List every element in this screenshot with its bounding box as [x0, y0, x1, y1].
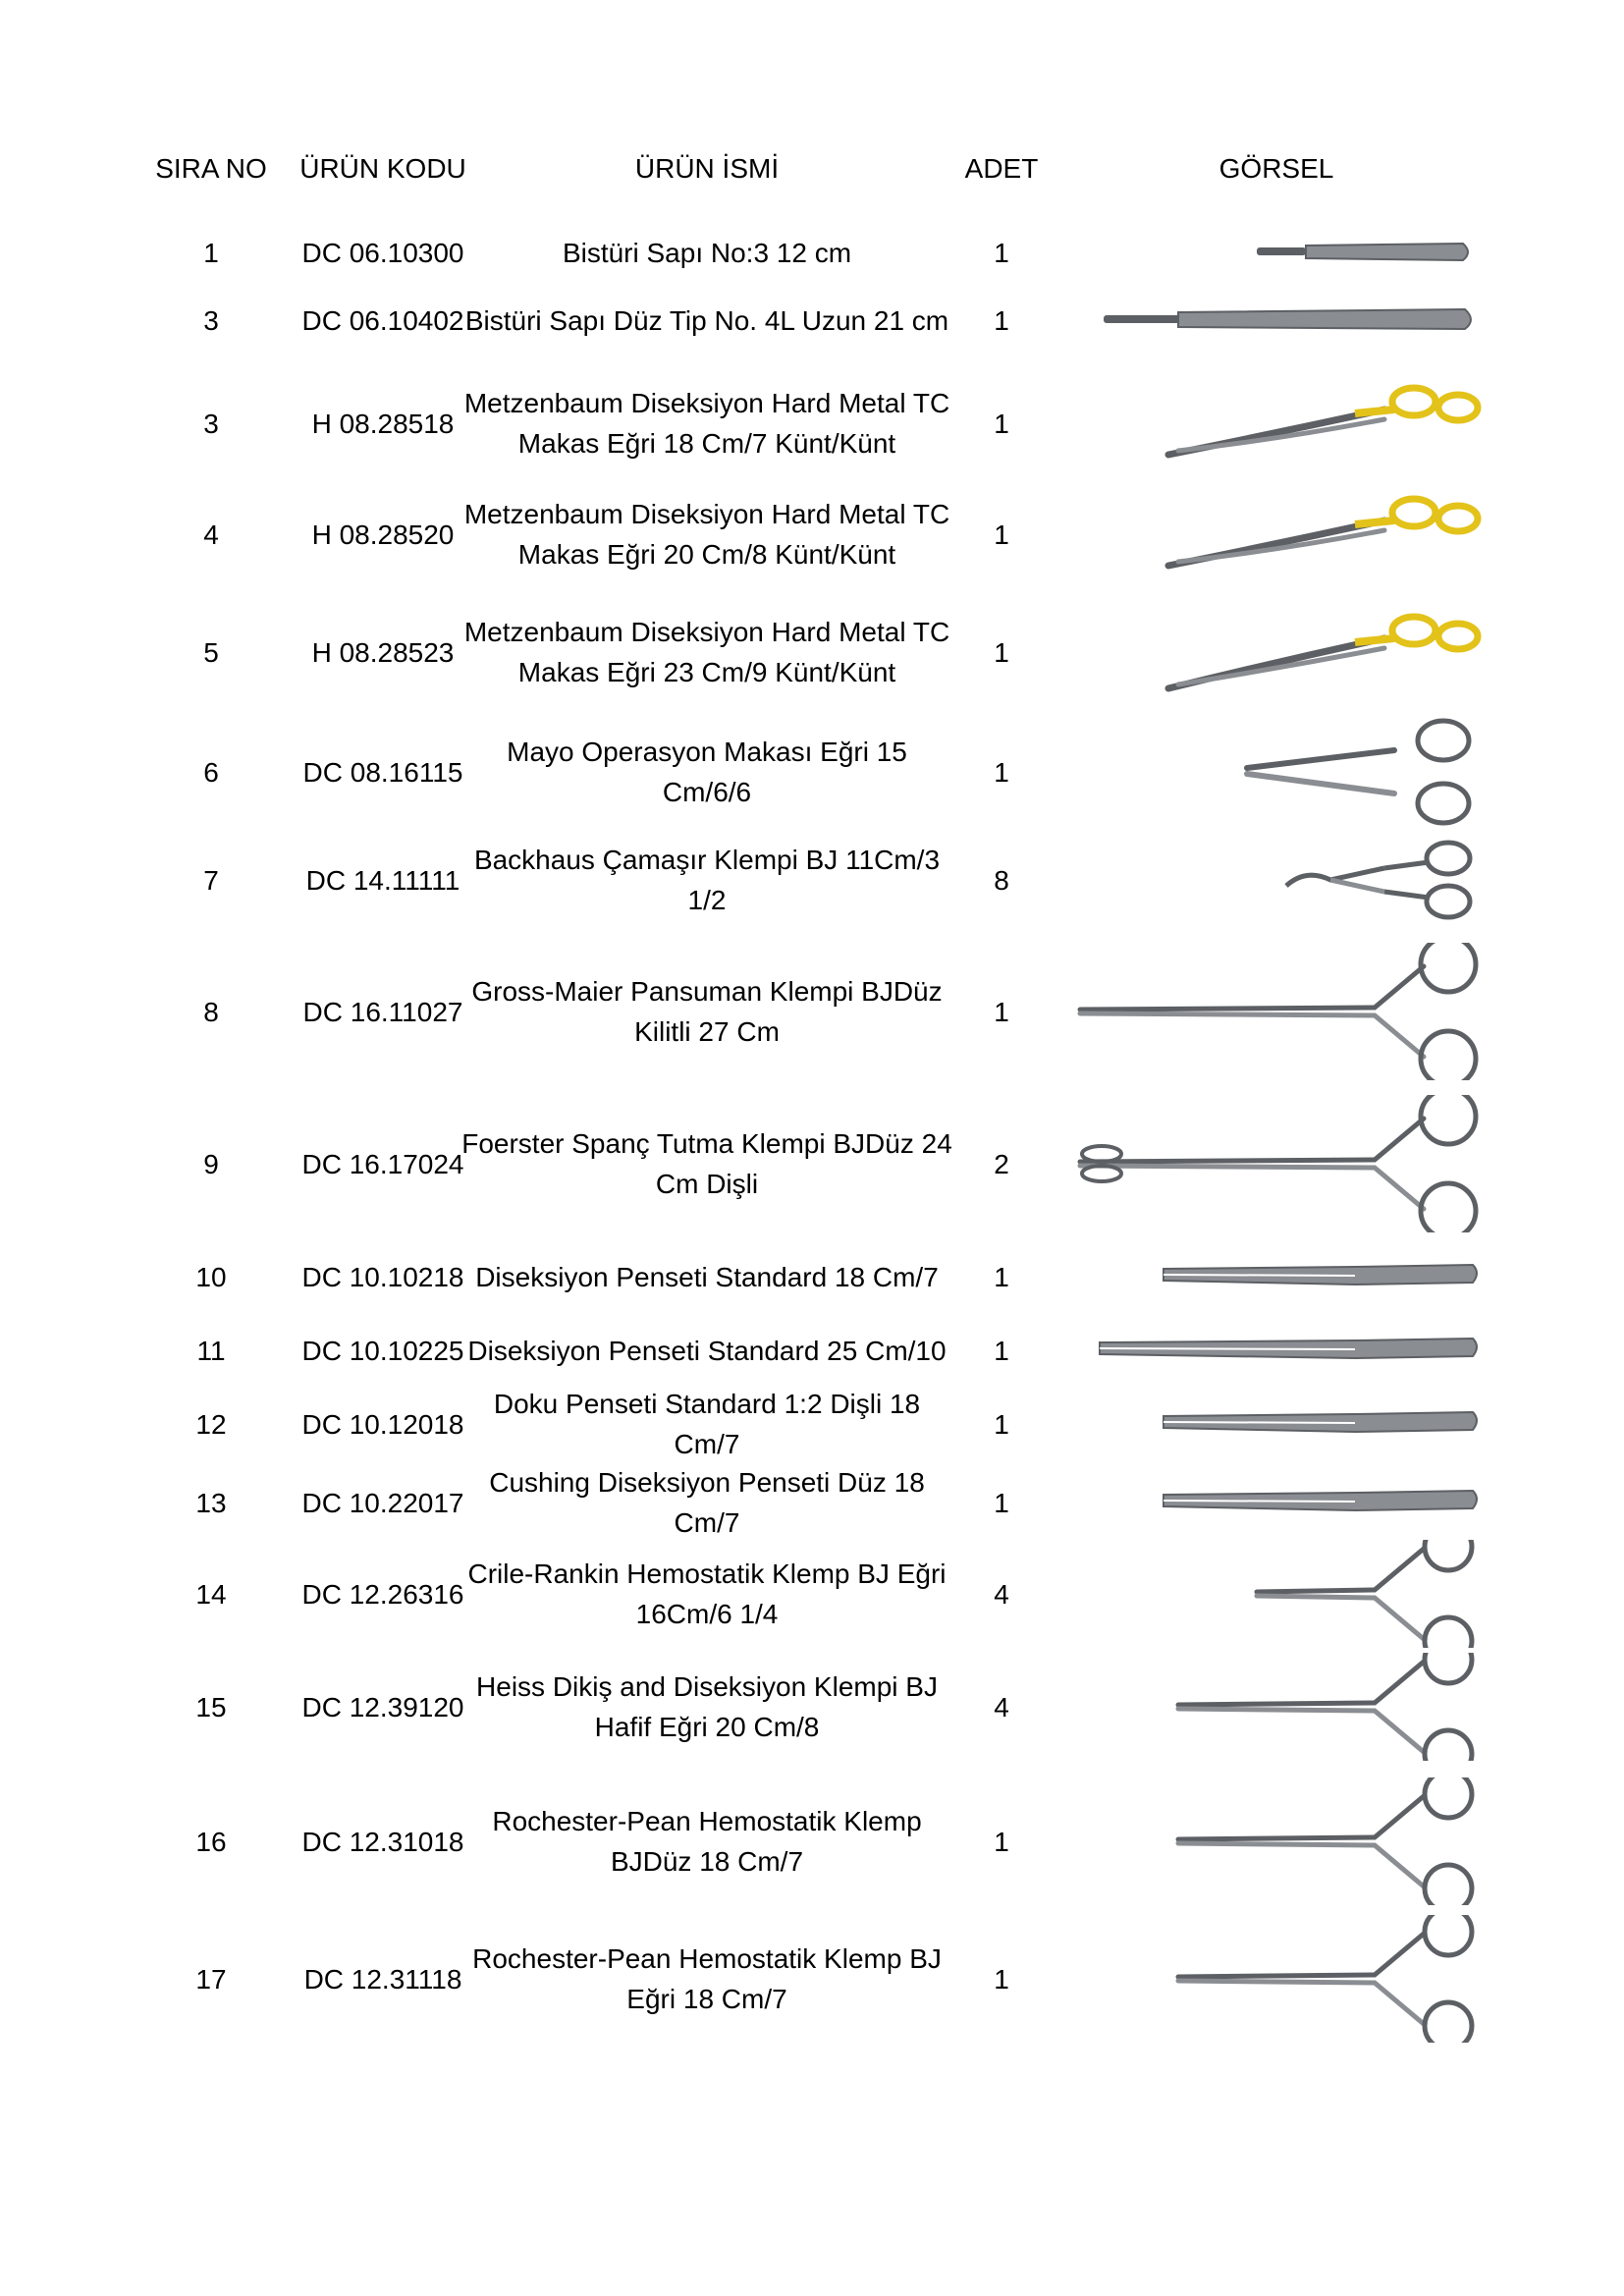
table-row: [0, 1316, 1624, 1385]
product-qty: 4: [994, 1691, 1009, 1722]
product-qty: 1: [994, 237, 1009, 268]
product-name: Diseksiyon Penseti Standard 18 Cm/7: [475, 1261, 939, 1292]
product-code: H 08.28520: [311, 519, 455, 550]
product-qty: 1: [994, 519, 1009, 550]
header-code: ÜRÜN KODU: [299, 153, 466, 184]
product-code: DC 14.11111: [305, 864, 460, 896]
product-code: DC 10.12018: [301, 1408, 464, 1440]
product-code: DC 06.10402: [301, 304, 464, 336]
row-no: 7: [203, 864, 219, 896]
table-row: [0, 374, 1624, 472]
product-code: DC 10.10218: [301, 1261, 464, 1292]
gold-scissors-icon: [1060, 485, 1492, 583]
product-name: Rochester-Pean Hemostatik Klemp BJ Eğri 18 Cm/7: [472, 1943, 942, 2014]
row-no: 16: [195, 1826, 227, 1857]
product-code: DC 16.11027: [302, 996, 463, 1027]
product-name: Metzenbaum Diseksiyon Hard Metal TC Makas Eğri 18 Cm/7 Künt/Künt: [463, 388, 950, 459]
table-row: [0, 943, 1624, 1080]
product-code: DC 10.10225: [301, 1335, 464, 1366]
hemostat-icon: [1060, 1777, 1492, 1905]
product-qty: 1: [994, 1408, 1009, 1440]
row-no: 3: [203, 304, 219, 336]
scissors-icon: [1060, 718, 1492, 826]
sponge-forceps-icon: [1060, 1095, 1492, 1232]
product-code: DC 08.16115: [302, 756, 463, 788]
row-no: 14: [195, 1578, 227, 1610]
row-no: 15: [195, 1691, 227, 1722]
table-row: [0, 1095, 1624, 1232]
table-row: [0, 1390, 1624, 1458]
product-name: Gross-Maier Pansuman Klempi BJDüz Kilitli 27 Cm: [471, 976, 943, 1047]
long-tweezers-icon: [1060, 1316, 1492, 1385]
header-name: ÜRÜN İSMİ: [634, 153, 780, 184]
product-qty: 2: [994, 1148, 1009, 1179]
header-qty: ADET: [964, 153, 1039, 184]
table-row: [0, 718, 1624, 826]
product-code: DC 12.31118: [303, 1963, 462, 1995]
table-row: [0, 276, 1624, 364]
product-name: Rochester-Pean Hemostatik Klemp BJDüz 18 Cm/7: [492, 1806, 922, 1877]
table-row: [0, 1540, 1624, 1648]
row-no: 11: [196, 1335, 226, 1366]
product-qty: 1: [994, 1261, 1009, 1292]
product-qty: 1: [994, 1487, 1009, 1518]
row-no: 12: [195, 1408, 227, 1440]
gold-scissors-icon: [1060, 598, 1492, 706]
tweezers-icon: [1060, 1242, 1492, 1311]
gold-scissors-icon: [1060, 374, 1492, 472]
table-row: [0, 1777, 1624, 1905]
row-no: 6: [203, 756, 219, 788]
towel-clamp-icon: [1060, 831, 1492, 929]
product-qty: 4: [994, 1578, 1009, 1610]
hemostat-icon: [1060, 1915, 1492, 2043]
product-code: H 08.28523: [311, 636, 455, 668]
product-name: Mayo Operasyon Makası Eğri 15 Cm/6/6: [507, 737, 907, 807]
product-code: DC 12.39120: [301, 1691, 464, 1722]
product-qty: 8: [994, 864, 1009, 896]
hemostat-icon: [1060, 1653, 1492, 1761]
header-image: GÖRSEL: [1218, 153, 1334, 184]
product-qty: 1: [994, 996, 1009, 1027]
product-code: DC 12.31018: [301, 1826, 464, 1857]
table-row: [0, 1242, 1624, 1311]
table-row: [0, 1653, 1624, 1761]
table-row: [0, 598, 1624, 706]
product-name: Heiss Dikiş and Diseksiyon Klempi BJ Hafif Eğri 20 Cm/8: [476, 1671, 938, 1742]
product-qty: 1: [994, 756, 1009, 788]
product-name: Diseksiyon Penseti Standard 25 Cm/10: [467, 1335, 947, 1366]
product-code: DC 12.26316: [301, 1578, 464, 1610]
row-no: 3: [203, 408, 219, 439]
fine-tweezers-icon: [1060, 1468, 1492, 1537]
product-name: Metzenbaum Diseksiyon Hard Metal TC Makas Eğri 23 Cm/9 Künt/Künt: [463, 617, 950, 687]
product-name: Metzenbaum Diseksiyon Hard Metal TC Makas Eğri 20 Cm/8 Künt/Künt: [463, 499, 950, 570]
product-name: Backhaus Çamaşır Klempi BJ 11Cm/3 1/2: [473, 845, 941, 915]
long-scalpel-handle-icon: [1060, 276, 1492, 364]
product-code: DC 16.17024: [301, 1148, 464, 1179]
row-no: 10: [195, 1261, 227, 1292]
table-row: [0, 485, 1624, 583]
row-no: 1: [203, 237, 219, 268]
product-name: Doku Penseti Standard 1:2 Dişli 18 Cm/7: [493, 1389, 921, 1459]
product-qty: 1: [994, 304, 1009, 336]
table-row: [0, 233, 1624, 272]
product-qty: 1: [994, 408, 1009, 439]
row-no: 17: [195, 1963, 227, 1995]
row-no: 4: [203, 519, 219, 550]
row-no: 5: [203, 636, 219, 668]
tissue-forceps-icon: [1060, 1390, 1492, 1458]
product-qty: 1: [994, 636, 1009, 668]
row-no: 9: [203, 1148, 219, 1179]
product-name: Cushing Diseksiyon Penseti Düz 18 Cm/7: [489, 1467, 925, 1538]
product-code: H 08.28518: [311, 408, 455, 439]
hemostat-icon: [1060, 1540, 1492, 1648]
product-name: Crile-Rankin Hemostatik Klemp BJ Eğri 16Cm/6 1/4: [467, 1558, 947, 1629]
table-row: [0, 831, 1624, 929]
table-row: [0, 1468, 1624, 1537]
product-name: Bistüri Sapı Düz Tip No. 4L Uzun 21 cm: [464, 304, 949, 336]
product-qty: 1: [994, 1826, 1009, 1857]
header-no: SIRA NO: [155, 153, 267, 184]
table-row: [0, 1915, 1624, 2043]
product-code: DC 10.22017: [301, 1487, 464, 1518]
product-code: DC 06.10300: [301, 237, 464, 268]
product-qty: 1: [994, 1963, 1009, 1995]
product-name: Bistüri Sapı No:3 12 cm: [562, 237, 852, 268]
row-no: 8: [203, 996, 219, 1027]
dressing-forceps-icon: [1060, 943, 1492, 1080]
row-no: 13: [195, 1487, 227, 1518]
product-qty: 1: [994, 1335, 1009, 1366]
product-name: Foerster Spanç Tutma Klempi BJDüz 24 Cm Dişli: [461, 1128, 952, 1199]
scalpel-handle-icon: [1060, 233, 1492, 272]
